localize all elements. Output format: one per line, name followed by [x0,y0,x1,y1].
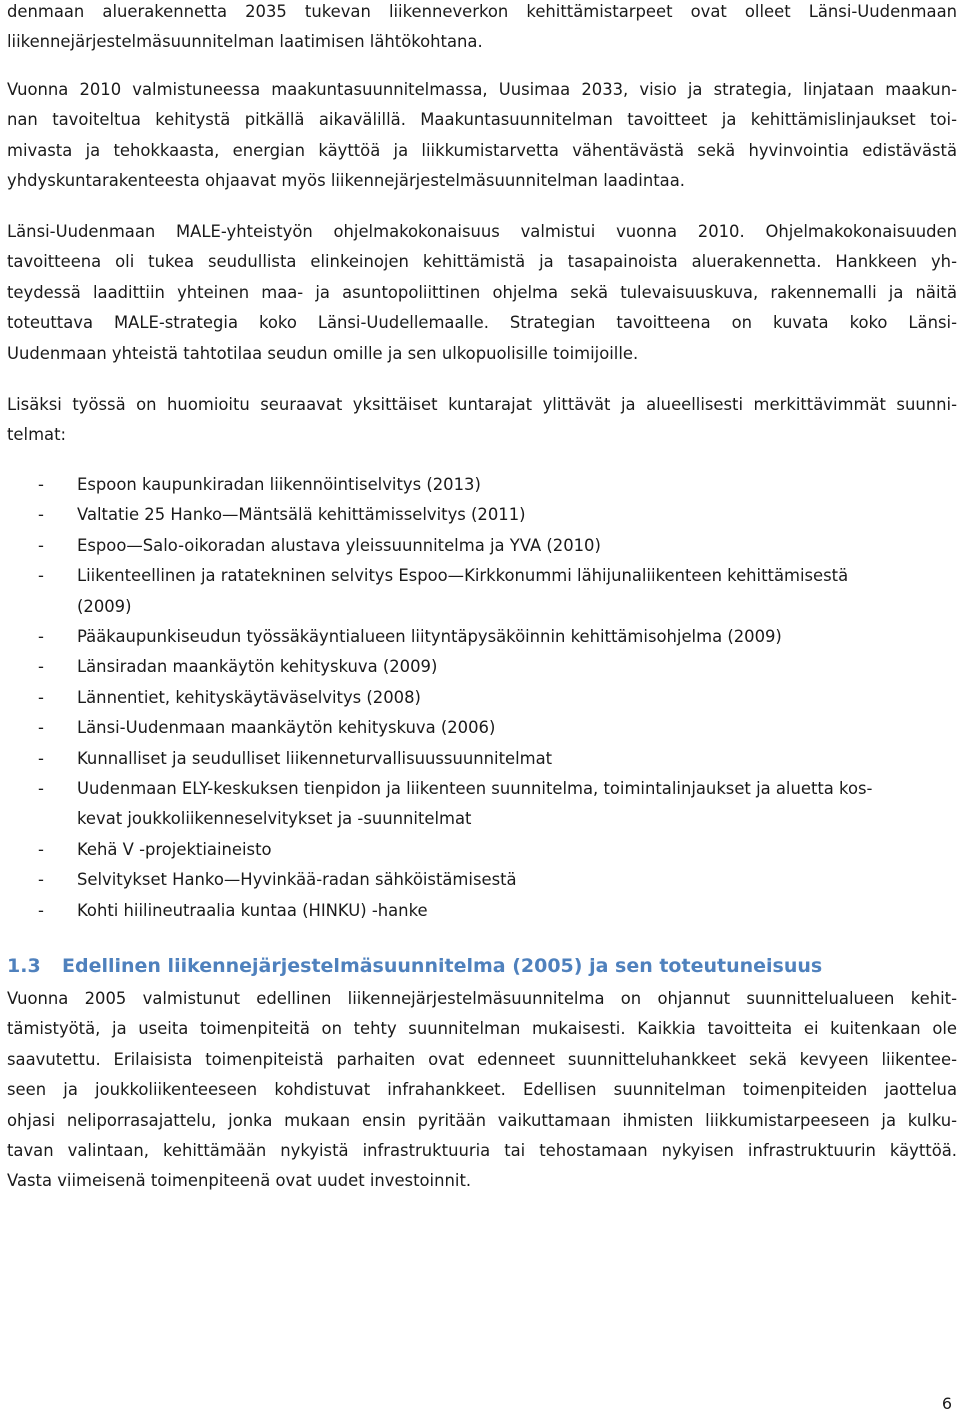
text-line: saavutettu. Erilaisista toimenpiteistä parhaiten ovat edenneet suunnitteluhankkeet sekä kevyeen liikentee- [7,1049,957,1069]
list-bullet: - [38,870,44,890]
text-line: yhdyskuntarakenteesta ohjaavat myös liikennejärjestelmäsuunnitelman laadintaa. [7,171,685,191]
list-item-text: Kunnalliset ja seudulliset liikenneturvallisuussuunnitelmat [77,748,553,768]
text-line: tavoitteena oli tukea seudullista elinkeinojen kehittämistä ja tasapainoista aluerakennetta. Hankkeen yh- [7,252,957,272]
list-item [7,652,957,682]
text-line: denmaan aluerakennetta 2035 tukevan liikenneverkon kehittämistarpeet ovat olleet Länsi-Uudenmaan [7,2,957,21]
list-item-text: Selvitykset Hanko—Hyvinkää-radan sähköistämisestä [77,870,517,890]
paragraph-regional-plan [7,75,957,197]
list-bullet: - [38,475,44,494]
list-item-text: Kehä V -projektiaineisto [77,839,272,859]
list-bullet: - [38,627,44,647]
list-item-text: kevat joukkoliikenneselvitykset ja -suunnitelmat [77,809,472,829]
list-bullet: - [38,566,44,586]
list-item-text: Pääkaupunkiseudun työssäkäyntialueen liityntäpysäköinnin kehittämisohjelma (2009) [77,627,782,647]
list-item [7,774,957,835]
list-item [7,744,957,774]
list-bullet: - [38,839,44,859]
paragraph-previous-plan [7,984,957,1197]
list-item [7,500,957,530]
section-heading [7,953,822,979]
list-item-text: Länsiradan maankäytön kehityskuva (2009) [77,657,438,677]
list-bullet: - [38,657,44,677]
text-line: tämistyötä, ja useita toimenpiteitä on tehty suunnitelman mukaisesti. Kaikkia tavoitteita ei kuitenkaan ole [7,1019,957,1039]
paragraph-list-intro [7,390,957,451]
list-bullet: - [38,900,44,920]
list-bullet: - [38,505,44,525]
text-line: Vuonna 2010 valmistuneessa maakuntasuunnitelmassa, Uusimaa 2033, visio ja strategia, linjataan maakun- [7,80,957,99]
list-item-text: Kohti hiilineutraalia kuntaa (HINKU) -hanke [77,900,428,920]
text-line: mivasta ja tehokkaasta, energian käyttöä ja liikkumistarvetta vähentävästä sekä hyvinvointia edistävästä [7,140,957,160]
text-line: telmat: [7,425,67,445]
text-line: liikennejärjestelmäsuunnitelman laatimisen lähtökohtana. [7,32,483,52]
studies-list [7,470,957,926]
section-number: 1.3 [7,955,41,977]
list-item [7,865,957,895]
list-item [7,531,957,561]
list-item-text: Liikenteellinen ja ratatekninen selvitys Espoo—Kirkkonummi lähijunaliikenteen kehittämisestä [77,566,849,586]
list-item [7,470,957,500]
text-line: ohjasi neliporrasajattelu, jonka mukaan ensin pyritään vaikuttamaan ihmisten liikkumistarpeeseen ja kulku- [7,1110,957,1130]
list-item-text: Länsi-Uudenmaan maankäytön kehityskuva (2006) [77,718,496,738]
text-line: nan tavoiteltua kehitystä pitkällä aikavälillä. Maakuntasuunnitelman tavoitteet ja kehittämislinjaukset toi- [7,110,957,130]
text-line: Länsi-Uudenmaan MALE-yhteistyön ohjelmakokonaisuus valmistui vuonna 2010. Ohjelmakokonaisuuden [7,222,957,241]
list-bullet: - [38,779,44,799]
text-line: tavan valintaan, kehittämään nykyistä infrastruktuuria tai tehostamaan nykyisen infrastruktuurin käyttöä. [7,1141,957,1161]
text-line: Vasta viimeisenä toimenpiteenä ovat uudet investoinnit. [7,1171,472,1191]
text-line: teydessä laadittiin yhteinen maa- ja asuntopoliittinen ohjelma sekä tulevaisuuskuva, rakennemalli ja näitä [7,282,957,302]
list-bullet: - [38,687,44,707]
list-item [7,622,957,652]
list-item-text: Espoo—Salo-oikoradan alustava yleissuunnitelma ja YVA (2010) [77,535,601,555]
list-item [7,896,957,926]
list-bullet: - [38,535,44,555]
list-item-text: Espoon kaupunkiradan liikennöintiselvitys (2013) [77,475,481,494]
section-title: Edellinen liikennejärjestelmäsuunnitelma (2005) ja sen toteutuneisuus [62,955,823,977]
text-line: Uudenmaan yhteistä tahtotilaa seudun omille ja sen ulkopuolisille toimijoille. [7,343,639,363]
list-bullet: - [38,718,44,738]
list-item [7,713,957,743]
list-item-text: Valtatie 25 Hanko—Mäntsälä kehittämisselvitys (2011) [77,505,526,525]
paragraph-male-cooperation [7,217,957,369]
list-item [7,561,957,622]
list-item-text: Lännentiet, kehityskäytäväselvitys (2008) [77,687,421,707]
text-line: Lisäksi työssä on huomioitu seuraavat yksittäiset kuntarajat ylittävät ja alueellisesti merkittävimmät suunni- [7,395,957,414]
list-item [7,683,957,713]
page-number: 6 [941,1394,952,1413]
text-line: Vuonna 2005 valmistunut edellinen liikennejärjestelmäsuunnitelma on ohjannut suunnittelualueen kehit- [7,989,957,1008]
text-line: seen ja joukkoliikenteeseen kohdistuvat infrahankkeet. Edellisen suunnitelman toimenpiteiden jaottelua [7,1080,957,1100]
paragraph-context [7,0,957,58]
list-bullet: - [38,748,44,768]
list-item [7,835,957,865]
text-line: toteuttava MALE-strategia koko Länsi-Uudellemaalle. Strategian tavoitteena on kuvata koko Länsi- [7,313,957,333]
list-item-text: Uudenmaan ELY-keskuksen tienpidon ja liikenteen suunnitelma, toimintalinjaukset ja aluetta kos- [77,779,873,799]
list-item-text: (2009) [77,596,132,616]
